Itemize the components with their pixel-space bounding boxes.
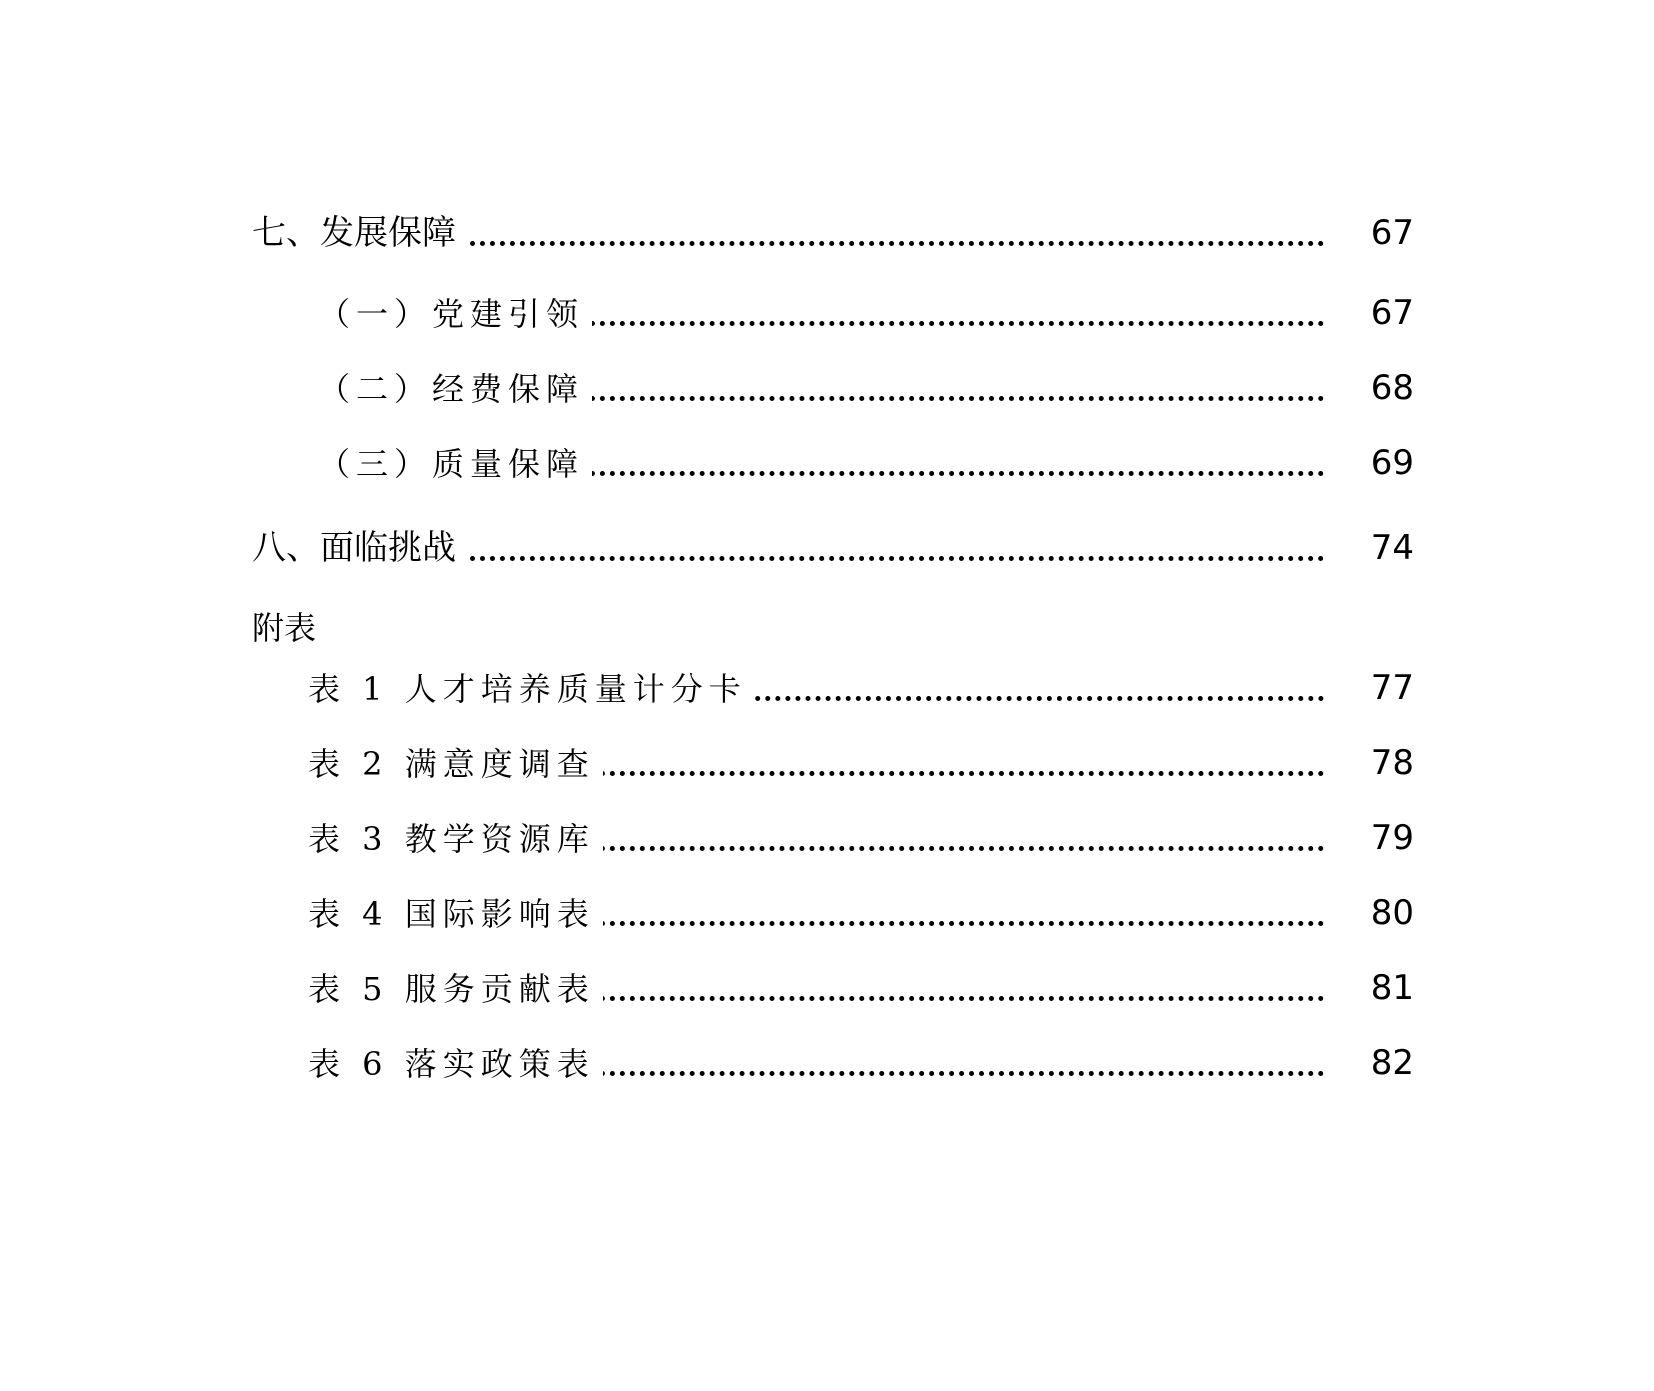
dot-leader [560,471,1324,476]
toc-entry-title: （一）党建引领 [318,298,592,330]
toc-entry-title: 表 5 服务贡献表 [308,973,603,1005]
toc-entry-appendix-3[interactable] [0,805,1654,865]
dot-leader [470,241,1324,246]
appendix-title: 附表 [252,609,317,647]
toc-entry-title: 表 4 国际影响表 [308,898,603,930]
dot-leader [560,321,1324,326]
toc-entry-title: 表 3 教学资源库 [308,823,603,855]
toc-entry-appendix-2[interactable] [0,730,1654,790]
dot-leader [560,921,1324,926]
toc-entry-page: 82 [1365,1046,1414,1080]
toc-entry-page: 81 [1365,971,1414,1005]
toc-entry-appendix-6[interactable] [0,1030,1654,1090]
toc-entry-appendix-4[interactable] [0,880,1654,940]
dot-leader [560,771,1324,776]
toc-entry-page: 77 [1365,671,1414,705]
dot-leader [560,846,1324,851]
dot-leader [715,696,1324,701]
toc-entry-chapter-7[interactable] [0,200,1654,260]
toc-entry-page: 74 [1365,531,1414,565]
dot-leader [470,556,1324,561]
toc-entry-7-2[interactable] [0,355,1654,415]
toc-entry-page: 69 [1365,446,1414,480]
toc-entry-appendix-1[interactable] [0,655,1654,715]
toc-entry-title: 表 1 人才培养质量计分卡 [308,673,755,705]
toc-entry-page: 67 [1365,296,1414,330]
toc-entry-page: 80 [1365,896,1414,930]
toc-entry-title: 八、面临挑战 [252,531,464,565]
dot-leader [560,1071,1324,1076]
toc-entry-title: 七、发展保障 [252,216,464,250]
toc-entry-chapter-8[interactable] [0,515,1654,575]
toc-entry-title: 表 2 满意度调查 [308,748,603,780]
toc-entry-page: 67 [1365,216,1414,250]
toc-entry-7-3[interactable] [0,430,1654,490]
dot-leader [560,996,1324,1001]
toc-entry-title: （二）经费保障 [318,373,592,405]
toc-entry-title: （三）质量保障 [318,448,592,480]
toc-entry-page: 79 [1365,821,1414,855]
toc-entry-7-1[interactable] [0,280,1654,340]
toc-entry-page: 78 [1365,746,1414,780]
toc-entry-page: 68 [1365,371,1414,405]
dot-leader [560,396,1324,401]
toc-entry-appendix-5[interactable] [0,955,1654,1015]
toc-entry-title: 表 6 落实政策表 [308,1048,603,1080]
